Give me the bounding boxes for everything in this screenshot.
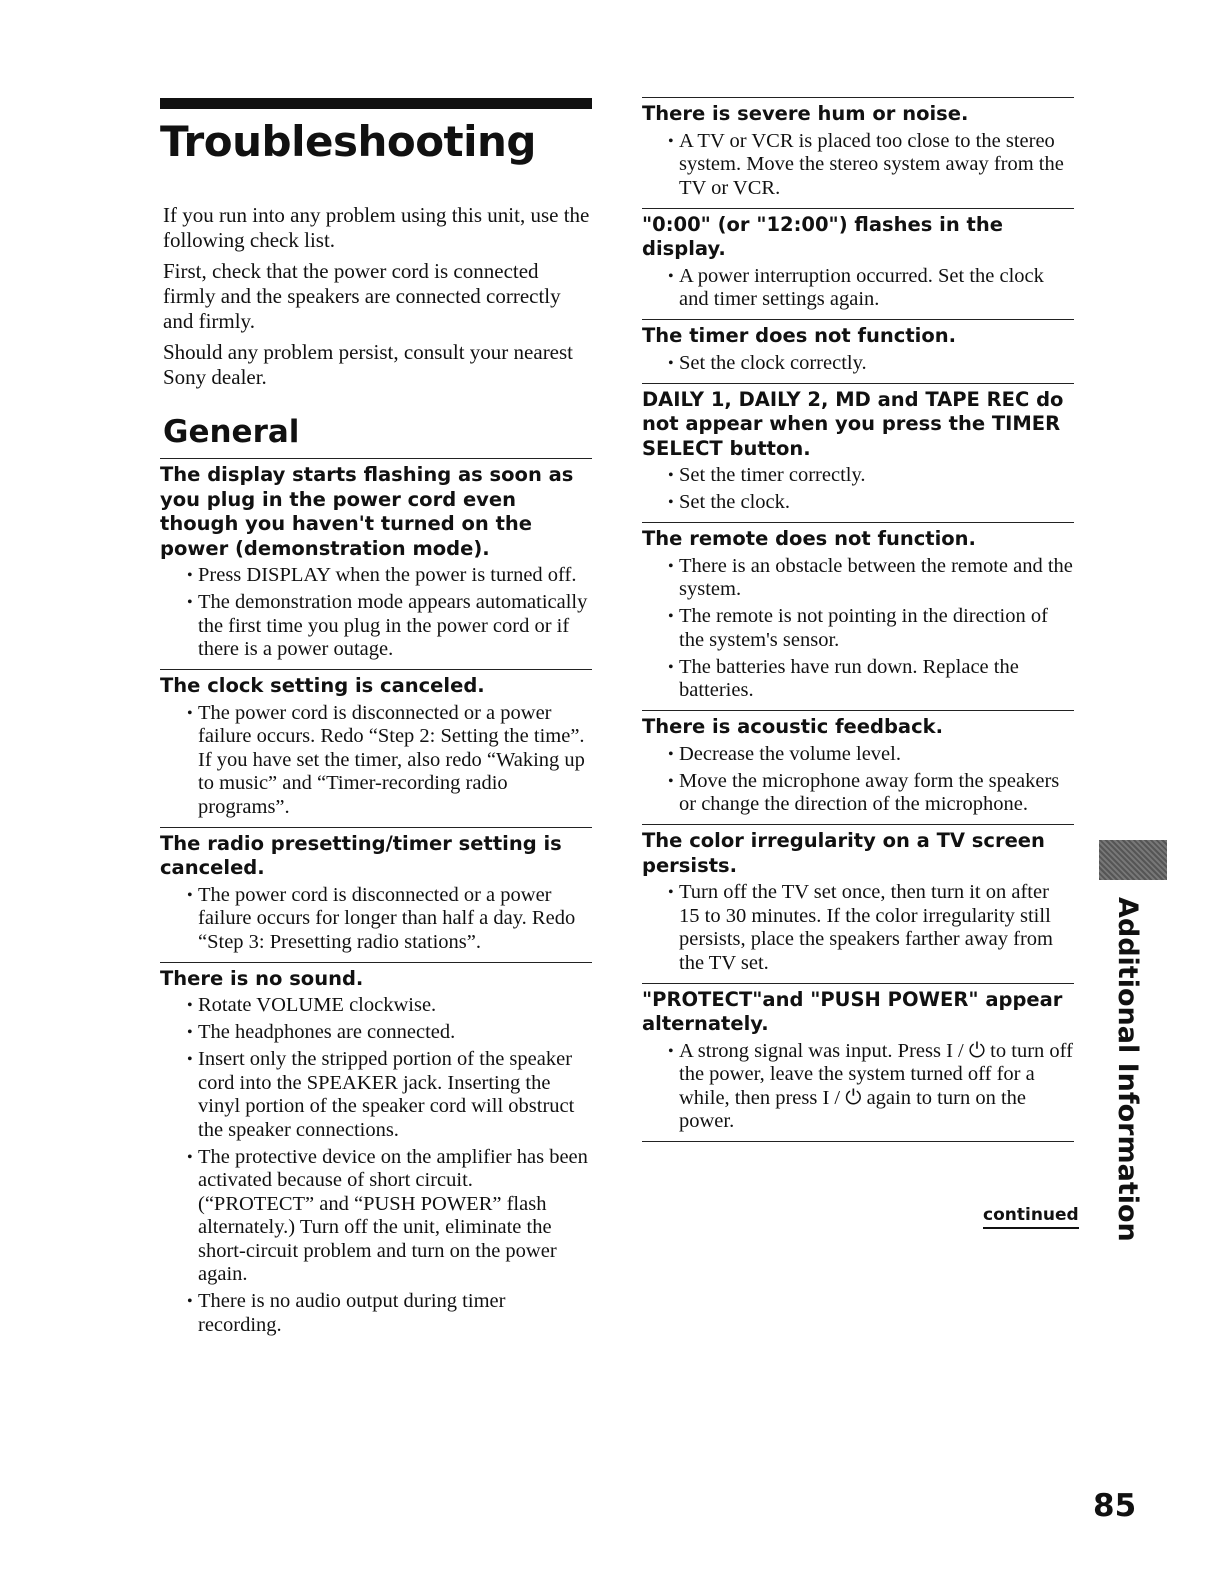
- remedy-item: [642, 743, 1074, 767]
- issue-title: The radio presetting/timer setting is canceled.: [160, 831, 562, 879]
- issue-block: [160, 963, 592, 1345]
- bullet-icon: •: [187, 997, 193, 1014]
- remedy-item: [642, 265, 1074, 312]
- bullet-icon: •: [668, 467, 674, 484]
- remedy-item: [160, 1290, 592, 1337]
- remedy-text: The protective device on the amplifier has been activated because of short circuit. (“PROTECT” and “PUSH POWER” flash alternately.) Turn off the unit, eliminate the short-circuit problem and turn on the power again.: [198, 1145, 588, 1285]
- bullet-icon: •: [668, 354, 674, 372]
- remedy-item: [642, 130, 1074, 201]
- remedy-list: [642, 464, 1074, 515]
- continued-label: continued: [983, 1205, 1079, 1229]
- remedy-item: [642, 770, 1074, 817]
- remedy-text: Set the timer correctly.: [679, 464, 866, 486]
- intro-paragraph: If you run into any problem using this unit, use the following check list.: [163, 203, 590, 252]
- left-column: [160, 98, 592, 1345]
- issue-title: There is no sound.: [160, 966, 364, 990]
- page-number: 85: [1093, 1488, 1137, 1524]
- issue-block: [160, 670, 592, 828]
- remedy-item: [160, 1021, 592, 1045]
- issue-title: "PROTECT"and "PUSH POWER" appear alternately.: [642, 987, 1063, 1035]
- page-title: Troubleshooting: [160, 117, 536, 166]
- remedy-text: The remote is not pointing in the direction of the system's sensor.: [679, 605, 1048, 651]
- remedy-text: Move the microphone away form the speakers or change the direction of the microphone.: [679, 769, 1060, 815]
- bullet-icon: •: [668, 557, 674, 575]
- remedy-text: A TV or VCR is placed too close to the stereo system. Move the stereo system away from the TV or VCR.: [679, 129, 1064, 199]
- remedy-text: Rotate VOLUME clockwise.: [198, 994, 437, 1016]
- remedy-text: Set the clock.: [679, 491, 791, 513]
- remedy-item: [160, 702, 592, 820]
- bullet-icon: •: [187, 1293, 193, 1310]
- issue-title: DAILY 1, DAILY 2, MD and TAPE REC do not appear when you press the TIMER SELECT button.: [642, 387, 1064, 460]
- right-issue-list: [642, 98, 1074, 1142]
- bullet-icon: •: [668, 745, 674, 763]
- remedy-item: [160, 591, 592, 662]
- remedy-text: The headphones are connected.: [198, 1021, 456, 1043]
- issue-title: "0:00" (or "12:00") flashes in the display.: [642, 212, 1003, 260]
- bullet-icon: •: [668, 608, 674, 625]
- remedy-text: There is no audio output during timer recording.: [198, 1290, 506, 1336]
- remedy-item: [160, 564, 592, 588]
- remedy-list: [642, 743, 1074, 817]
- remedy-item: [642, 881, 1074, 975]
- remedy-text: A power interruption occurred. Set the clock and timer settings again.: [679, 264, 1044, 310]
- remedy-text: Press DISPLAY when the power is turned off.: [198, 564, 577, 586]
- intro-paragraph: Should any problem persist, consult your nearest Sony dealer.: [163, 340, 574, 389]
- remedy-text: A strong signal was input. Press I / ⏻ to turn off the power, leave the system turned off for a while, then press I / ⏻ again to turn on the power.: [679, 1039, 1073, 1132]
- remedy-text: Turn off the TV set once, then turn it on after 15 to 30 minutes. If the color irregularity still persists, place the speakers farther away from the TV set.: [679, 881, 1053, 974]
- remedy-list: [160, 884, 592, 955]
- bullet-icon: •: [187, 1148, 193, 1166]
- bullet-icon: •: [187, 567, 193, 584]
- remedy-item: [642, 656, 1074, 703]
- issue-title: The color irregularity on a TV screen persists.: [642, 829, 1045, 877]
- remedy-text: The power cord is disconnected or a power failure occurs. Redo “Step 2: Setting the time”. If you have set the timer, also redo “Waking up to music” and “Timer-recording radio programs”.: [198, 701, 585, 818]
- section-title: General: [163, 414, 300, 450]
- bullet-icon: •: [187, 594, 193, 611]
- issue-title: The clock setting is canceled.: [160, 674, 485, 697]
- remedy-list: [642, 555, 1074, 703]
- left-issue-list: [160, 459, 592, 1345]
- side-tab-marker: [1099, 840, 1167, 880]
- remedy-list: [160, 702, 592, 820]
- issue-block: [160, 828, 592, 963]
- remedy-item: [642, 555, 1074, 602]
- bullet-icon: •: [187, 704, 193, 722]
- remedy-list: [642, 265, 1074, 312]
- remedy-list: [160, 994, 592, 1337]
- issue-title: The display starts flashing as soon as you plug in the power cord even though you haven't turned on the power (demonstration mode).: [160, 463, 574, 560]
- remedy-item: [642, 1040, 1074, 1134]
- bullet-icon: •: [668, 494, 674, 511]
- remedy-item: [160, 994, 592, 1018]
- remedy-text: Insert only the stripped portion of the speaker cord into the SPEAKER jack. Inserting the vinyl portion of the speaker cord will obstruct the speaker connections.: [198, 1048, 575, 1141]
- issue-block: [642, 98, 1074, 209]
- remedy-item: [160, 884, 592, 955]
- issue-block: [642, 825, 1074, 984]
- remedy-list: [642, 130, 1074, 201]
- bullet-icon: •: [668, 772, 674, 790]
- bullet-icon: •: [668, 1042, 674, 1060]
- issue-block: [642, 711, 1074, 825]
- title-bar: [160, 98, 592, 109]
- issue-block: [160, 459, 592, 670]
- remedy-text: There is an obstacle between the remote and the system.: [679, 554, 1073, 600]
- remedy-item: [160, 1048, 592, 1142]
- issue-block: [642, 984, 1074, 1143]
- intro: [160, 203, 592, 390]
- remedy-item: [642, 464, 1074, 488]
- right-column: [642, 97, 1074, 1142]
- remedy-item: [642, 605, 1074, 652]
- issue-block: [642, 384, 1074, 524]
- remedy-text: Decrease the volume level.: [679, 742, 901, 765]
- issue-block: [642, 209, 1074, 321]
- remedy-text: The power cord is disconnected or a power failure occurs for longer than half a day. Redo “Step 3: Presetting radio stations”.: [198, 883, 576, 953]
- side-section-label: Additional Information: [1112, 897, 1143, 1242]
- intro-paragraph: First, check that the power cord is connected firmly and the speakers are connected correctly and firmly.: [163, 259, 561, 333]
- remedy-list: [642, 352, 1074, 376]
- bullet-icon: •: [668, 884, 674, 901]
- bullet-icon: •: [187, 1051, 193, 1068]
- issue-title: The remote does not function.: [642, 527, 976, 550]
- issue-title: The timer does not function.: [642, 324, 957, 347]
- remedy-list: [160, 564, 592, 662]
- bullet-icon: •: [668, 267, 674, 285]
- remedy-text: The batteries have run down. Replace the batteries.: [679, 655, 1019, 701]
- issue-block: [642, 523, 1074, 711]
- issue-title: There is acoustic feedback.: [642, 715, 944, 738]
- remedy-text: Set the clock correctly.: [679, 351, 867, 374]
- remedy-item: [642, 491, 1074, 515]
- remedy-item: [160, 1146, 592, 1287]
- bullet-icon: •: [187, 1024, 193, 1041]
- issue-block: [642, 320, 1074, 384]
- issue-title: There is severe hum or noise.: [642, 102, 969, 125]
- remedy-list: [642, 1040, 1074, 1134]
- bullet-icon: •: [187, 886, 193, 904]
- remedy-text: The demonstration mode appears automatically the first time you plug in the power cord or if there is a power outage.: [198, 591, 588, 660]
- remedy-list: [642, 881, 1074, 975]
- remedy-item: [642, 352, 1074, 376]
- bullet-icon: •: [668, 132, 674, 150]
- bullet-icon: •: [668, 658, 674, 676]
